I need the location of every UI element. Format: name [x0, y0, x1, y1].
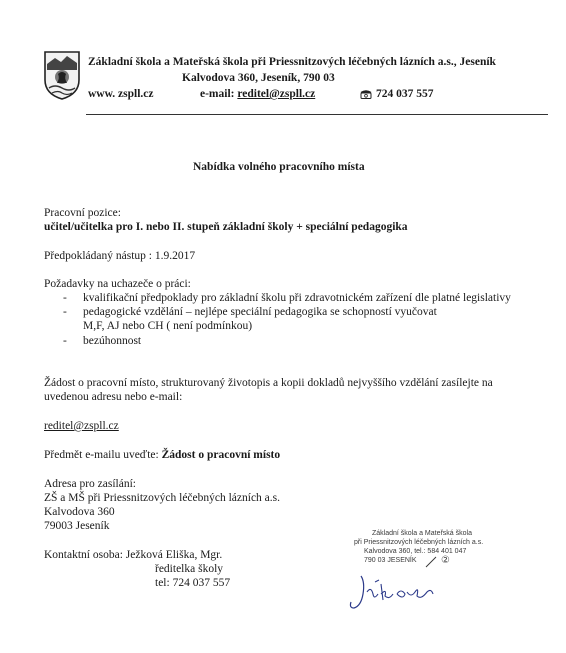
page-title: Nabídka volného pracovního místa [193, 161, 365, 173]
position-value: učitel/učitelka pro I. nebo II. stupeň základní školy + speciální pedagogika [44, 221, 408, 233]
position-label: Pracovní pozice: [44, 207, 121, 219]
contact-email-link[interactable]: reditel@zspll.cz [44, 420, 119, 432]
contact-phone: tel: 724 037 557 [155, 577, 231, 589]
requirement-item: bezúhonnost [83, 335, 142, 347]
telephone-icon [360, 89, 372, 99]
email-label: e-mail: [200, 88, 238, 100]
school-name: Základní škola a Mateřská škola při Priessnitzových léčebných lázních a.s., Jeseník [88, 56, 496, 68]
stamp-number: ② [441, 555, 450, 566]
header-divider [86, 114, 548, 115]
requirement-item: pedagogické vzdělání – nejlépe speciální pedagogika se schopností vyučovat [83, 306, 437, 318]
stamp-line: 790 03 JESENÍK [364, 557, 417, 564]
address-line: 79003 Jeseník [44, 520, 110, 532]
list-bullet: - [63, 306, 67, 318]
contact-person [44, 549, 222, 561]
website-link[interactable]: www. zspll.cz [88, 88, 154, 100]
stamp-line: Kalvodova 360, tel.: 584 401 047 [364, 548, 467, 555]
header-phone [360, 88, 434, 100]
header-email [200, 88, 315, 100]
requirement-item: kvalifikační předpoklady pro základní školu při zdravotnickém zařízení dle platné legislativy [83, 292, 511, 304]
address-line: ZŠ a MŠ při Priessnitzových léčebných lázních a.s. [44, 492, 281, 504]
school-address: Kalvodova 360, Jeseník, 790 03 [182, 72, 335, 84]
subject-value: Žádost o pracovní místo [161, 449, 281, 461]
requirements-label: Požadavky na uchazeče o práci: [44, 278, 191, 290]
start-value: 1.9.2017 [154, 250, 196, 262]
stamp-line: při Priessnitzových léčebných lázních a.s. [354, 539, 484, 546]
school-crest-icon [43, 50, 81, 100]
requirement-item-continuation: M,F, AJ nebo CH ( není podmínkou) [83, 320, 253, 332]
signature-icon [347, 572, 447, 614]
application-text-line2: uvedenou adresu nebo e-mail: [44, 391, 183, 403]
contact-name: Ježková Eliška, Mgr. [125, 549, 223, 561]
contact-label: Kontaktní osoba: [44, 549, 126, 561]
stamp-mark-icon [424, 556, 438, 568]
application-text-line1: Žádost o pracovní místo, strukturovaný životopis a kopii dokladů nejvyššího vzdělání zasílejte na [44, 377, 493, 389]
phone-number: 724 037 557 [376, 88, 434, 100]
start-date [44, 250, 195, 262]
email-link[interactable]: reditel@zspll.cz [237, 88, 316, 100]
stamp-line: Základní škola a Mateřská škola [372, 530, 472, 537]
contact-role: ředitelka školy [155, 563, 224, 575]
subject-label: Předmět e-mailu uveďte: [44, 449, 162, 461]
start-label: Předpokládaný nástup : [44, 250, 155, 262]
email-subject [44, 449, 280, 461]
address-label: Adresa pro zasílání: [44, 478, 136, 490]
list-bullet: - [63, 335, 67, 347]
address-line: Kalvodova 360 [44, 506, 115, 518]
list-bullet: - [63, 292, 67, 304]
